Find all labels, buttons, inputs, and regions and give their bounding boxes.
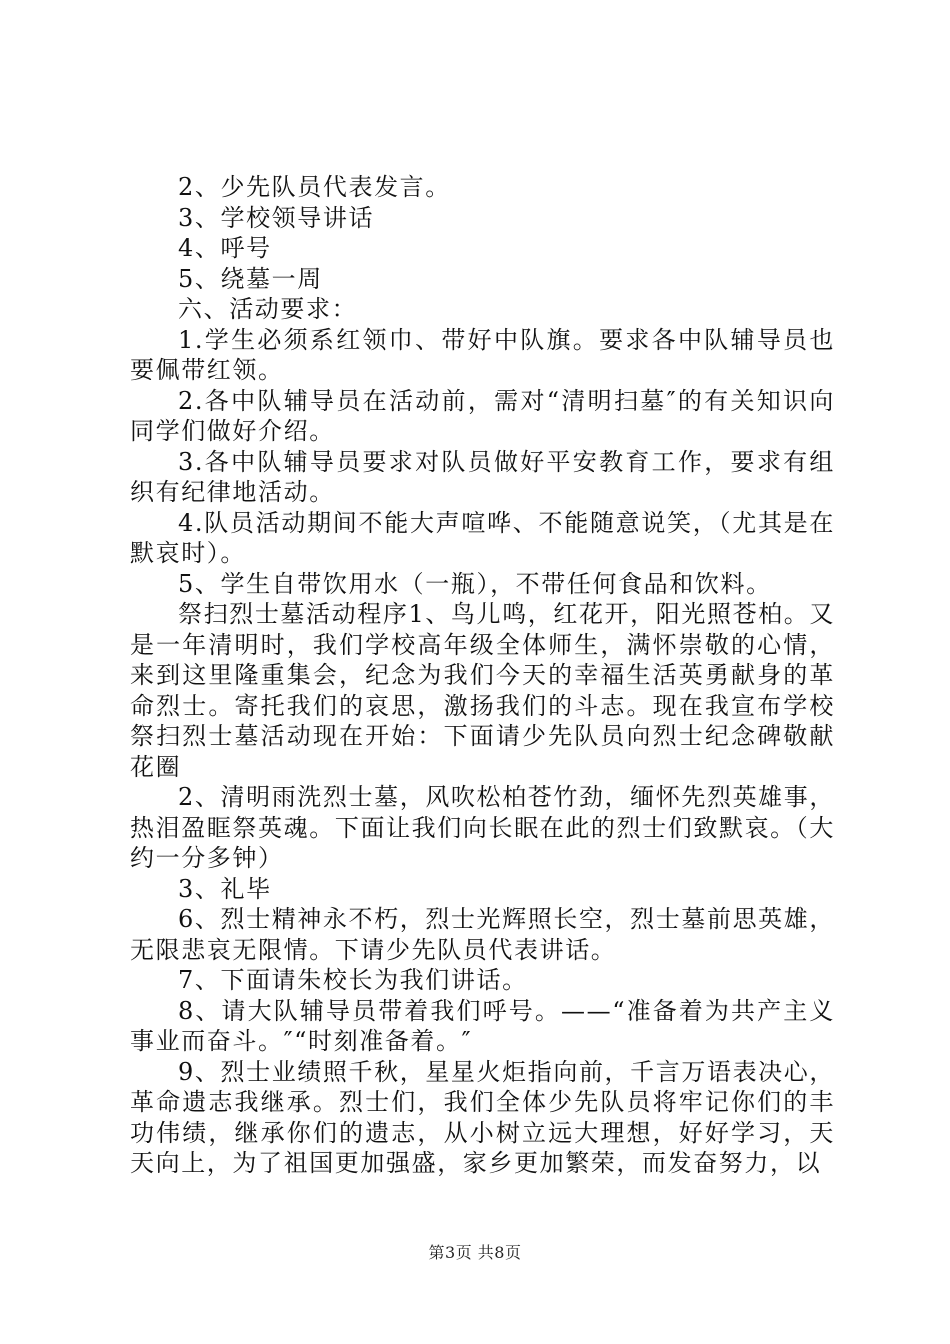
paragraph: 9、烈士业绩照千秋，星星火炬指向前，千言万语表决心，革命遗志我继承。烈士们，我们全体少先队员将牢记你们的丰功伟绩，继承你们的遗志，从小树立远大理想，好好学习，天天向上，为了祖国更加强盛，家乡更加繁荣，而发奋努力，以 [130,1057,835,1177]
paragraph: 2.各中队辅导员在活动前，需对“清明扫墓″的有关知识向同学们做好介绍。 [130,386,835,445]
paragraph: 2、少先队员代表发言。 [178,173,451,201]
paragraph: 4、呼号 [178,234,272,262]
paragraph: 7、下面请朱校长为我们讲话。 [178,966,528,994]
paragraph: 4.队员活动期间不能大声喧哗、不能随意说笑，（尤其是在默哀时）。 [130,508,835,567]
document-body [130,172,835,1179]
paragraph: 1.学生必须系红领巾、带好中队旗。要求各中队辅导员也要佩带红领。 [130,325,835,384]
paragraph: 5、绕墓一周 [178,264,323,293]
paragraph: 2、清明雨洗烈士墓，风吹松柏苍竹劲，缅怀先烈英雄事，热泪盈眶祭英魂。下面让我们向长眠在此的烈士们致默哀。（大约一分多钟） [130,783,835,872]
page-number-footer: 第3页 共8页 [428,1243,522,1262]
paragraph: 8、请大队辅导员带着我们呼号。——“准备着为共产主义事业而奋斗。″“时刻准备着。″ [130,996,835,1055]
paragraph: 3、礼毕 [178,874,272,903]
paragraph: 3.各中队辅导员要求对队员做好平安教育工作，要求有组织有纪律地活动。 [130,447,835,506]
paragraph: 5、学生自带饮用水（一瓶），不带任何食品和饮料。 [178,569,772,598]
paragraph: 6、烈士精神永不朽，烈士光辉照长空，烈士墓前思英雄，无限悲哀无限情。下请少先队员代表讲话。 [130,905,835,964]
section-heading: 六、活动要求： [178,295,358,323]
paragraph: 3、学校领导讲话 [178,203,375,232]
paragraph: 祭扫烈士墓活动程序1、鸟儿鸣，红花开，阳光照苍柏。又是一年清明时，我们学校高年级全体师生，满怀崇敬的心情，来到这里隆重集会，纪念为我们今天的幸福生活英勇献身的革命烈士。寄托我们的哀思，激扬我们的斗志。现在我宣布学校祭扫烈士墓活动现在开始：下面请少先队员向烈士纪念碑敬献花圈 [130,600,835,781]
